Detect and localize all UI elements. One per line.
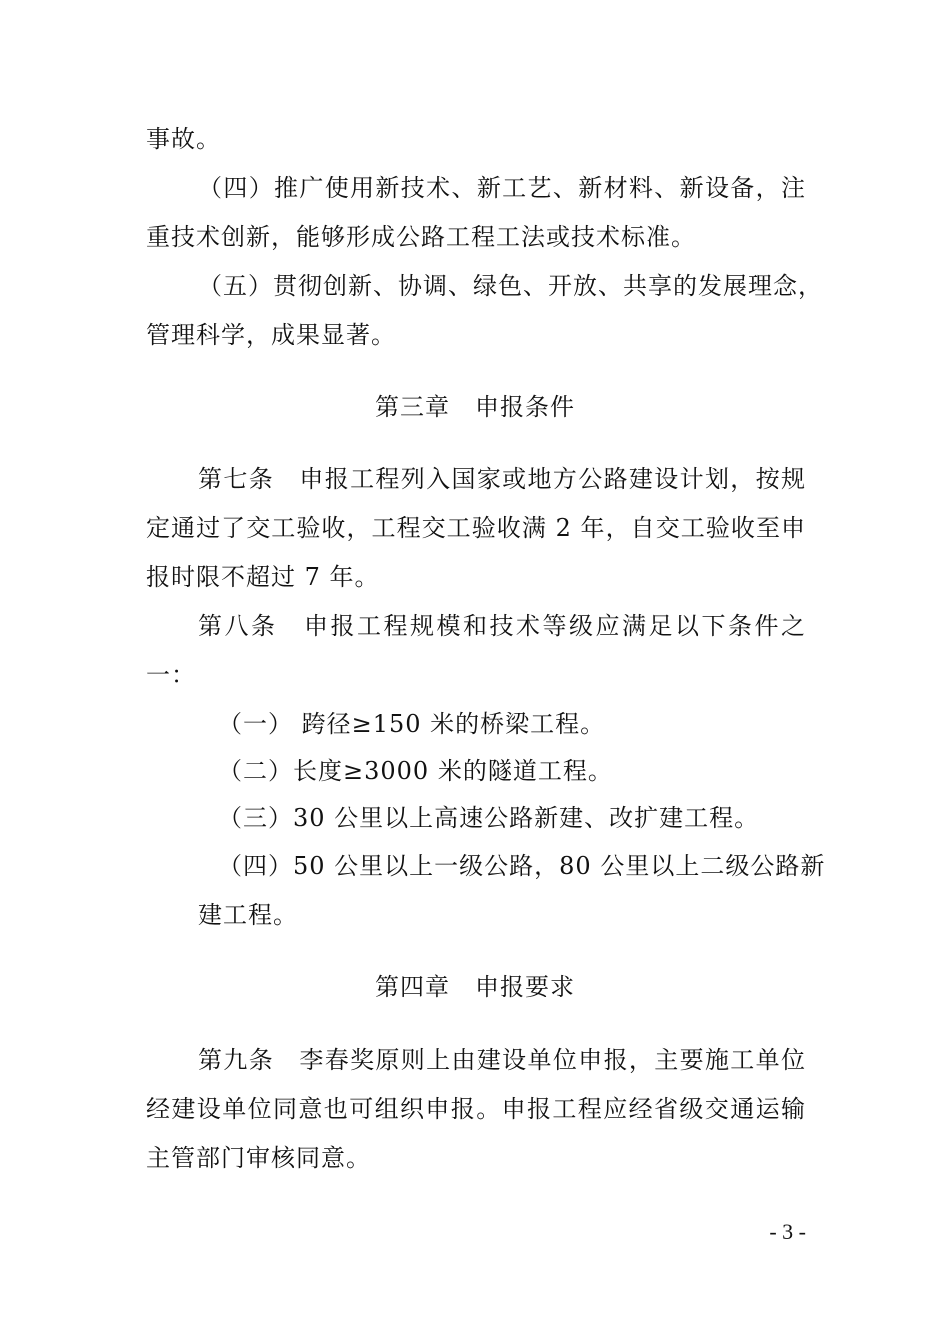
list-item: （一） 跨径≥150 米的桥梁工程。 [218,710,606,738]
text-line: 一： [146,661,196,689]
text-line: 主管部门审核同意。 [146,1144,371,1172]
text-line: （五）贯彻创新、协调、绿色、开放、共享的发展理念， [198,272,823,300]
page-number: - 3 - [769,1219,806,1244]
text-line: 第七条 申报工程列入国家或地方公路建设计划，按规 [198,465,806,493]
text-line: 第九条 李春奖原则上由建设单位申报，主要施工单位 [198,1046,806,1074]
chapter-heading: 第四章 申报要求 [375,973,575,1001]
text-line: 事故。 [146,125,221,153]
text-line: 重技术创新，能够形成公路工程工法或技术标准。 [146,223,696,251]
text-line: 经建设单位同意也可组织申报。申报工程应经省级交通运输 [146,1095,806,1123]
list-item: （四）50 公里以上一级公路，80 公里以上二级公路新 [218,852,826,880]
text-line: 第八条 申报工程规模和技术等级应满足以下条件之 [198,612,806,640]
chapter-heading: 第三章 申报条件 [375,393,575,421]
list-item: （二）长度≥3000 米的隧道工程。 [218,757,613,785]
list-item: 建工程。 [198,901,298,929]
list-item: （三）30 公里以上高速公路新建、改扩建工程。 [218,804,760,832]
text-line: 管理科学，成果显著。 [146,321,396,349]
text-line: 定通过了交工验收，工程交工验收满 2 年，自交工验收至申 [146,514,806,542]
text-line: 报时限不超过 7 年。 [146,563,380,591]
text-line: （四）推广使用新技术、新工艺、新材料、新设备，注 [198,174,806,202]
